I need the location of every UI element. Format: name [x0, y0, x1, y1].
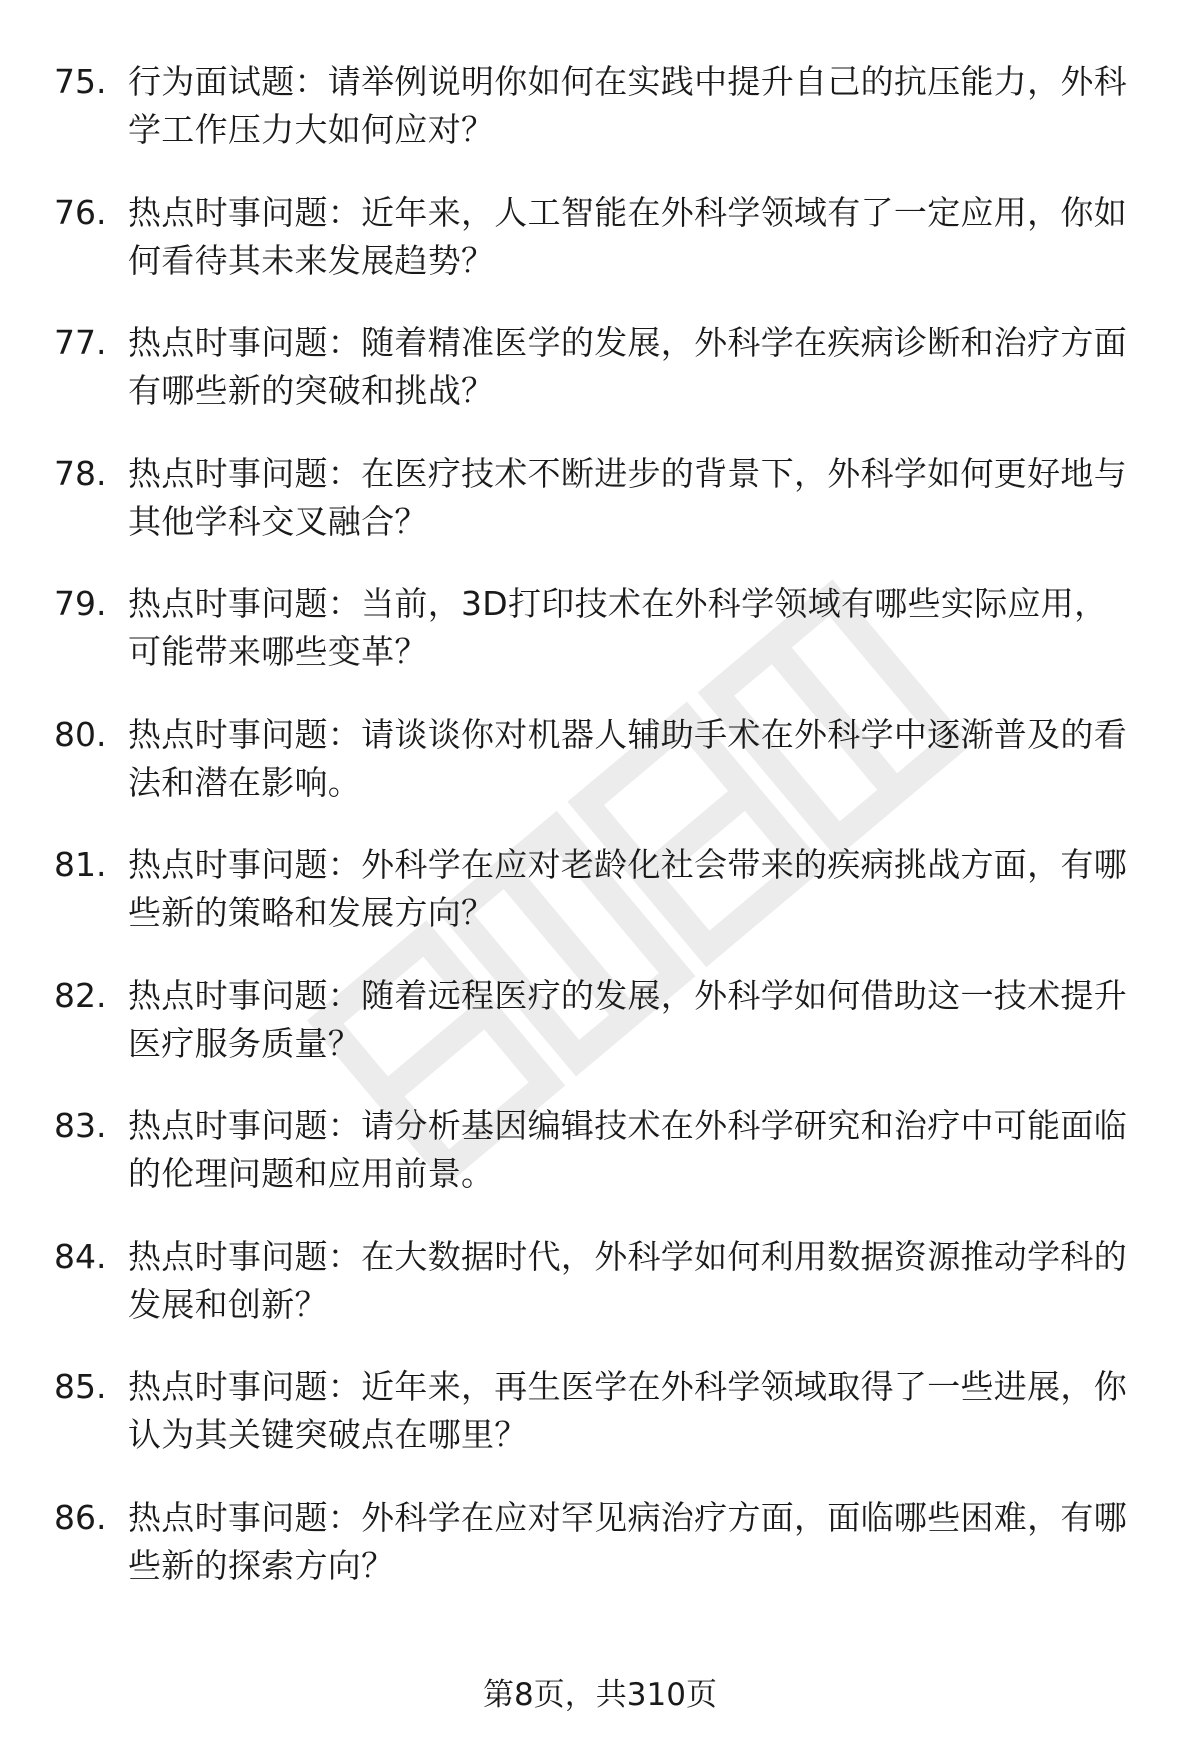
- question-text: 热点时事问题：随着精准医学的发展，外科学在疾病诊断和治疗方面有哪些新的突破和挑战？: [128, 323, 1127, 410]
- question-text: 行为面试题：请举例说明你如何在实践中提升自己的抗压能力，外科学工作压力大如何应对？: [128, 62, 1127, 149]
- question-item: [0, 1102, 1200, 1233]
- question-number: 85.: [54, 1367, 107, 1406]
- question-text: 热点时事问题：外科学在应对老龄化社会带来的疾病挑战方面，有哪些新的策略和发展方向？: [128, 845, 1127, 932]
- page-footer: 第8页，共310页: [483, 1677, 717, 1713]
- question-number: 75.: [54, 62, 107, 101]
- question-number: 81.: [54, 845, 107, 884]
- question-text: 热点时事问题：近年来，人工智能在外科学领域有了一定应用，你如何看待其未来发展趋势？: [128, 192, 1127, 280]
- question-text: 热点时事问题：外科学在应对罕见病治疗方面，面临哪些困难，有哪些新的探索方向？: [128, 1497, 1127, 1585]
- question-item: [0, 711, 1200, 842]
- question-item: [0, 319, 1200, 450]
- question-list: [0, 58, 1200, 1624]
- question-number: 86.: [54, 1497, 107, 1537]
- question-number: 82.: [54, 975, 107, 1015]
- question-item: [0, 1363, 1200, 1494]
- question-item: [0, 972, 1200, 1103]
- question-item: [0, 1233, 1200, 1364]
- question-item: [0, 580, 1200, 711]
- question-number: 80.: [54, 714, 107, 754]
- question-item: [0, 841, 1200, 972]
- question-text: 热点时事问题：随着远程医疗的发展，外科学如何借助这一技术提升医疗服务质量？: [128, 975, 1127, 1063]
- question-text: 热点时事问题：在大数据时代，外科学如何利用数据资源推动学科的发展和创新？: [128, 1236, 1127, 1324]
- question-text: 热点时事问题：近年来，再生医学在外科学领域取得了一些进展，你认为其关键突破点在哪里？: [128, 1367, 1127, 1454]
- question-text: 热点时事问题：请谈谈你对机器人辅助手术在外科学中逐渐普及的看法和潜在影响。: [128, 714, 1127, 802]
- question-item: [0, 58, 1200, 189]
- question-item: [0, 189, 1200, 320]
- question-text: 热点时事问题：在医疗技术不断进步的背景下，外科学如何更好地与其他学科交叉融合？: [128, 453, 1127, 541]
- question-text: 热点时事问题：请分析基因编辑技术在外科学研究和治疗中可能面临的伦理问题和应用前景。: [128, 1106, 1127, 1193]
- question-number: 84.: [54, 1236, 107, 1276]
- question-number: 77.: [54, 323, 107, 362]
- question-item: [0, 450, 1200, 581]
- question-item: [0, 1494, 1200, 1625]
- question-number: 83.: [54, 1106, 107, 1145]
- question-number: 76.: [54, 192, 107, 232]
- question-number: 79.: [54, 584, 107, 623]
- question-number: 78.: [54, 453, 107, 493]
- question-text: 热点时事问题：当前，3D打印技术在外科学领域有哪些实际应用，可能带来哪些变革？: [128, 584, 1108, 671]
